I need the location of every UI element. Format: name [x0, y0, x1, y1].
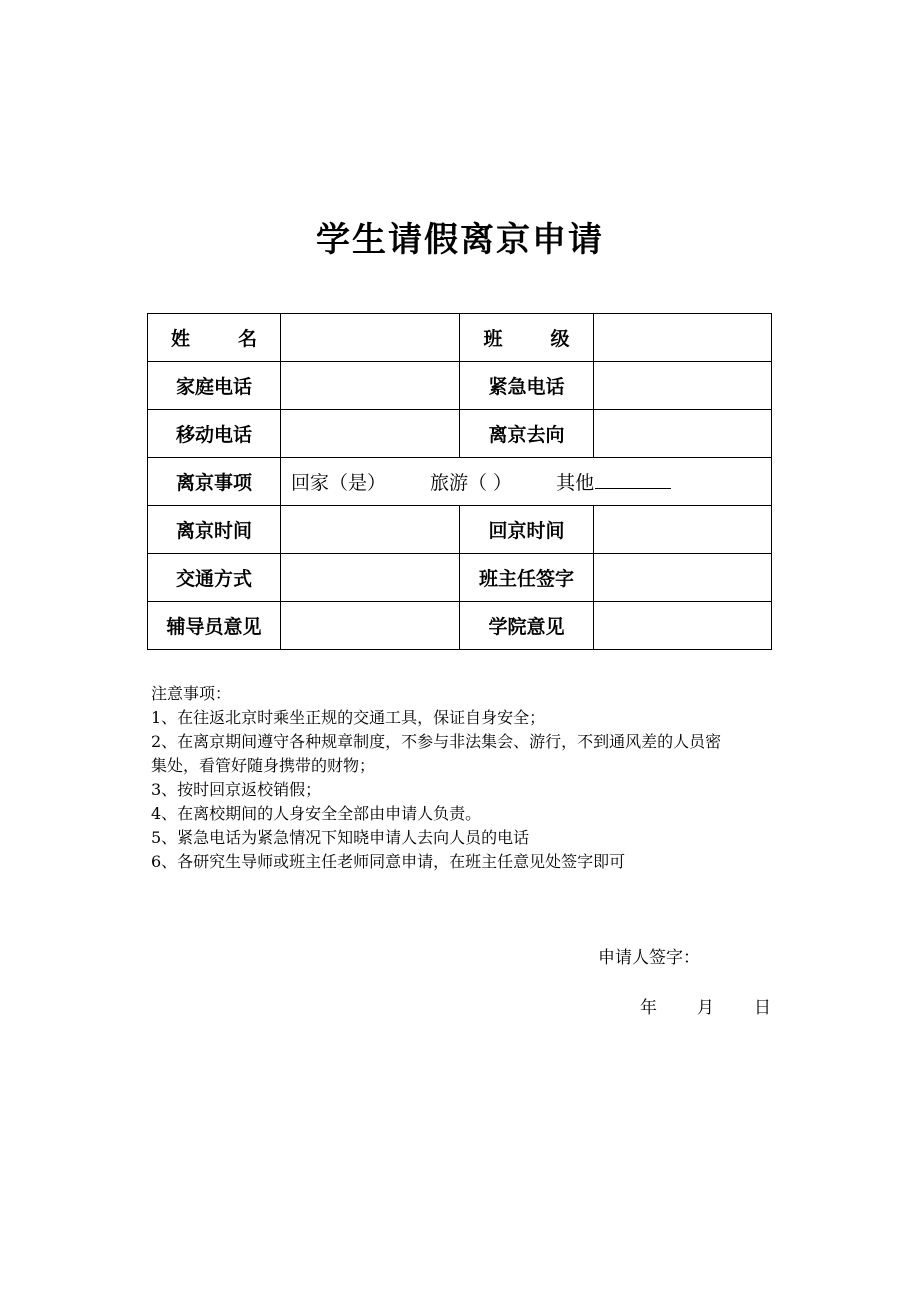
emergency-phone-field[interactable] — [594, 362, 772, 410]
mobile-phone-field[interactable] — [281, 410, 460, 458]
option-other-group — [556, 472, 671, 494]
form-row-mobile-destination — [148, 410, 772, 458]
head-teacher-signature-field[interactable] — [594, 554, 772, 602]
return-time-label: 回京时间 — [460, 506, 594, 554]
mobile-phone-label: 移动电话 — [148, 410, 281, 458]
option-travel[interactable]: 旅游（ ） — [430, 472, 513, 494]
note-item: 2、在离京期间遵守各种规章制度，不参与非法集会、游行，不到通风差的人员密 — [151, 732, 722, 751]
return-time-field[interactable] — [594, 506, 772, 554]
college-opinion-label: 学院意见 — [460, 602, 594, 650]
class-label-char: 级 — [550, 328, 570, 350]
counselor-opinion-label: 辅导员意见 — [148, 602, 281, 650]
head-teacher-signature-label: 班主任签字 — [460, 554, 594, 602]
note-item: 集处，看管好随身携带的财物； — [151, 756, 376, 775]
note-item: 1、在往返北京时乘坐正规的交通工具，保证自身安全； — [151, 708, 546, 727]
class-field[interactable] — [594, 314, 772, 362]
other-blank-line[interactable] — [595, 470, 671, 489]
notes-section — [151, 682, 821, 874]
departure-time-label: 离京时间 — [148, 506, 281, 554]
note-item: 5、紧急电话为紧急情况下知晓申请人去向人员的电话 — [151, 828, 530, 847]
note-item: 6、各研究生导师或班主任老师同意申请，在班主任意见处签字即可 — [151, 852, 626, 871]
applicant-signature-label: 申请人签字： — [598, 948, 700, 968]
departure-time-field[interactable] — [281, 506, 460, 554]
document-title: 学生请假离京申请 — [316, 220, 604, 260]
purpose-options — [281, 458, 772, 506]
home-phone-field[interactable] — [281, 362, 460, 410]
form-row-name-class — [148, 314, 772, 362]
name-label-char: 姓 — [171, 328, 238, 350]
option-home[interactable]: 回家（是） — [291, 472, 387, 494]
college-opinion-field[interactable] — [594, 602, 772, 650]
form-row-opinions — [148, 602, 772, 650]
leave-application-form — [147, 313, 772, 650]
date-month: 月 — [697, 998, 714, 1018]
purpose-label: 离京事项 — [148, 458, 281, 506]
transport-field[interactable] — [281, 554, 460, 602]
signature-date — [640, 994, 771, 1022]
emergency-phone-label: 紧急电话 — [460, 362, 594, 410]
name-label — [148, 314, 281, 362]
date-year: 年 — [640, 998, 657, 1018]
destination-label: 离京去向 — [460, 410, 594, 458]
option-other[interactable]: 其他 — [556, 472, 595, 494]
counselor-opinion-field[interactable] — [281, 602, 460, 650]
destination-field[interactable] — [594, 410, 772, 458]
form-row-phones — [148, 362, 772, 410]
form-row-transport — [148, 554, 772, 602]
date-day: 日 — [754, 998, 771, 1018]
transport-label: 交通方式 — [148, 554, 281, 602]
class-label — [460, 314, 594, 362]
home-phone-label: 家庭电话 — [148, 362, 281, 410]
name-field[interactable] — [281, 314, 460, 362]
form-row-times — [148, 506, 772, 554]
notes-heading: 注意事项： — [151, 684, 232, 703]
class-label-char: 班 — [483, 328, 551, 350]
name-label-char: 名 — [237, 328, 257, 350]
note-item: 4、在离校期间的人身安全全部由申请人负责。 — [151, 804, 482, 823]
note-item: 3、按时回京返校销假； — [151, 780, 322, 799]
form-row-purpose — [148, 458, 772, 506]
